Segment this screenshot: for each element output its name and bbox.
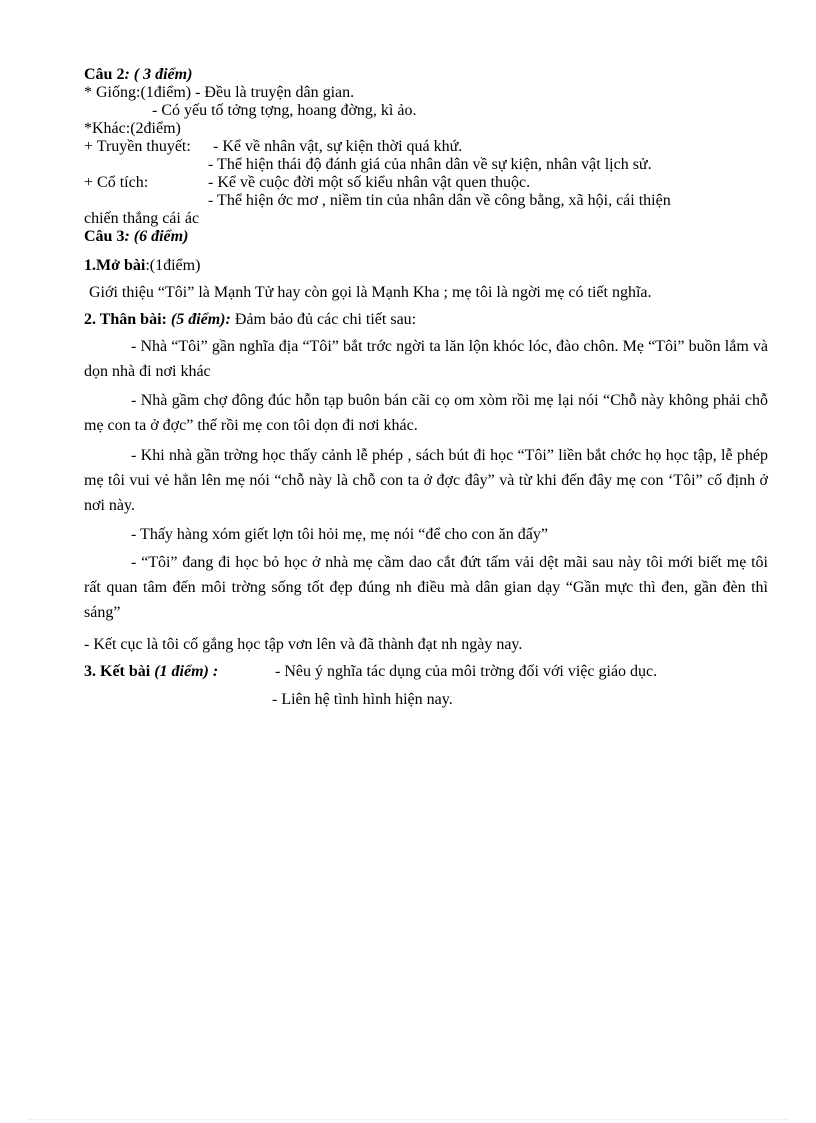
truyenthuyet-item-2: - Thể hiện thái độ đánh giá của nhân dân về sự kiện, nhân vật lịch sử. (208, 156, 652, 173)
cau3-heading (84, 228, 188, 246)
cotich-item-2: - Thể hiện ớc mơ , niềm tin của nhân dân về công bằng, xã hội, cái thiện (208, 192, 671, 209)
mobai-heading (84, 257, 200, 275)
mobai-title: 1.Mở bài (84, 257, 146, 274)
thanbai-paragraph-3: - Khi nhà gần trờng học thấy cảnh lễ phép , sách bút đi học “Tôi” liền bắt chớc họ học tập, lễ phép mẹ tôi vui vẻ hẳn lên mẹ nói “chỗ này là chỗ con ta ở đợc đây” và từ khi đến đây mẹ con ‘Tôi” cố định ở nơi này. (84, 447, 768, 514)
cotich-item-3: chiến thắng cái ác (84, 210, 200, 227)
cau3-points: : (6 điểm) (124, 228, 189, 245)
ketbai-title: 3. Kết bài (84, 663, 151, 680)
cau2-khac-label: *Khác:(2điểm) (84, 120, 181, 137)
truyenthuyet-label: + Truyền thuyết: (84, 138, 191, 155)
thanbai-heading (84, 311, 416, 329)
thanbai-paragraph-4: - Thấy hàng xóm giết lợn tôi hỏi mẹ, mẹ nói “để cho con ăn đấy” (131, 526, 548, 543)
thanbai-intro: Đảm bảo đủ các chi tiết sau: (230, 311, 417, 328)
page-bottom-divider (28, 1119, 788, 1120)
cau2-points: : ( 3 điểm) (124, 66, 193, 83)
cau2-heading (84, 66, 192, 84)
mobai-text: Giới thiệu “Tôi” là Mạnh Tử hay còn gọi là Mạnh Kha ; mẹ tôi là ngời mẹ có tiết nghĩa. (89, 284, 652, 301)
ketbai-heading (84, 663, 218, 681)
thanbai-paragraph-6: - Kết cục là tôi cố gắng học tập vơn lên và đã thành đạt nh ngày nay. (84, 636, 523, 653)
cau2-giong-label: * Giống:(1điểm) - Đều là truyện dân gian. (84, 84, 355, 101)
ketbai-item-2: - Liên hệ tình hình hiện nay. (272, 691, 453, 708)
mobai-points: :(1điểm) (145, 257, 201, 274)
thanbai-paragraph-5: - “Tôi” đang đi học bỏ học ở nhà mẹ cầm dao cắt đứt tấm vải dệt mãi sau này tôi mới biết mẹ tôi rất quan tâm đến môi trờng sống tốt đẹp đúng nh điều mà dân gian dạy “Gần mực thì đen, gần đèn thì sáng” (84, 554, 768, 621)
thanbai-paragraph-1: - Nhà “Tôi” gần nghĩa địa “Tôi” bắt trớc ngời ta lăn lộn khóc lóc, đào chôn. Mẹ “Tôi” buồn lắm và dọn nhà đi nơi khác (84, 338, 768, 380)
cotich-item-1: - Kể về cuộc đời một số kiểu nhân vật quen thuộc. (208, 174, 531, 191)
cau2-title: Câu 2 (84, 66, 125, 83)
cau2-giong-item: - Có yếu tố tởng tợng, hoang đờng, kì ảo. (152, 102, 417, 119)
truyenthuyet-item-1: - Kể về nhân vật, sự kiện thời quá khứ. (213, 138, 463, 155)
thanbai-title: 2. Thân bài: (84, 311, 167, 328)
ketbai-item-1: - Nêu ý nghĩa tác dụng của môi trờng đối với việc giáo dục. (275, 663, 658, 680)
thanbai-points: (5 điểm): (166, 311, 231, 328)
cau3-title: Câu 3 (84, 228, 125, 245)
cotich-label: + Cổ tích: (84, 174, 149, 191)
thanbai-paragraph-2: - Nhà gầm chợ đông đúc hỗn tạp buôn bán cãi cọ om xòm rồi mẹ lại nói “Chỗ này không phải chỗ mẹ con ta ở đợc” thế rồi mẹ con tôi dọn đi nơi khác. (84, 392, 768, 434)
ketbai-points: (1 điểm) : (150, 663, 219, 680)
